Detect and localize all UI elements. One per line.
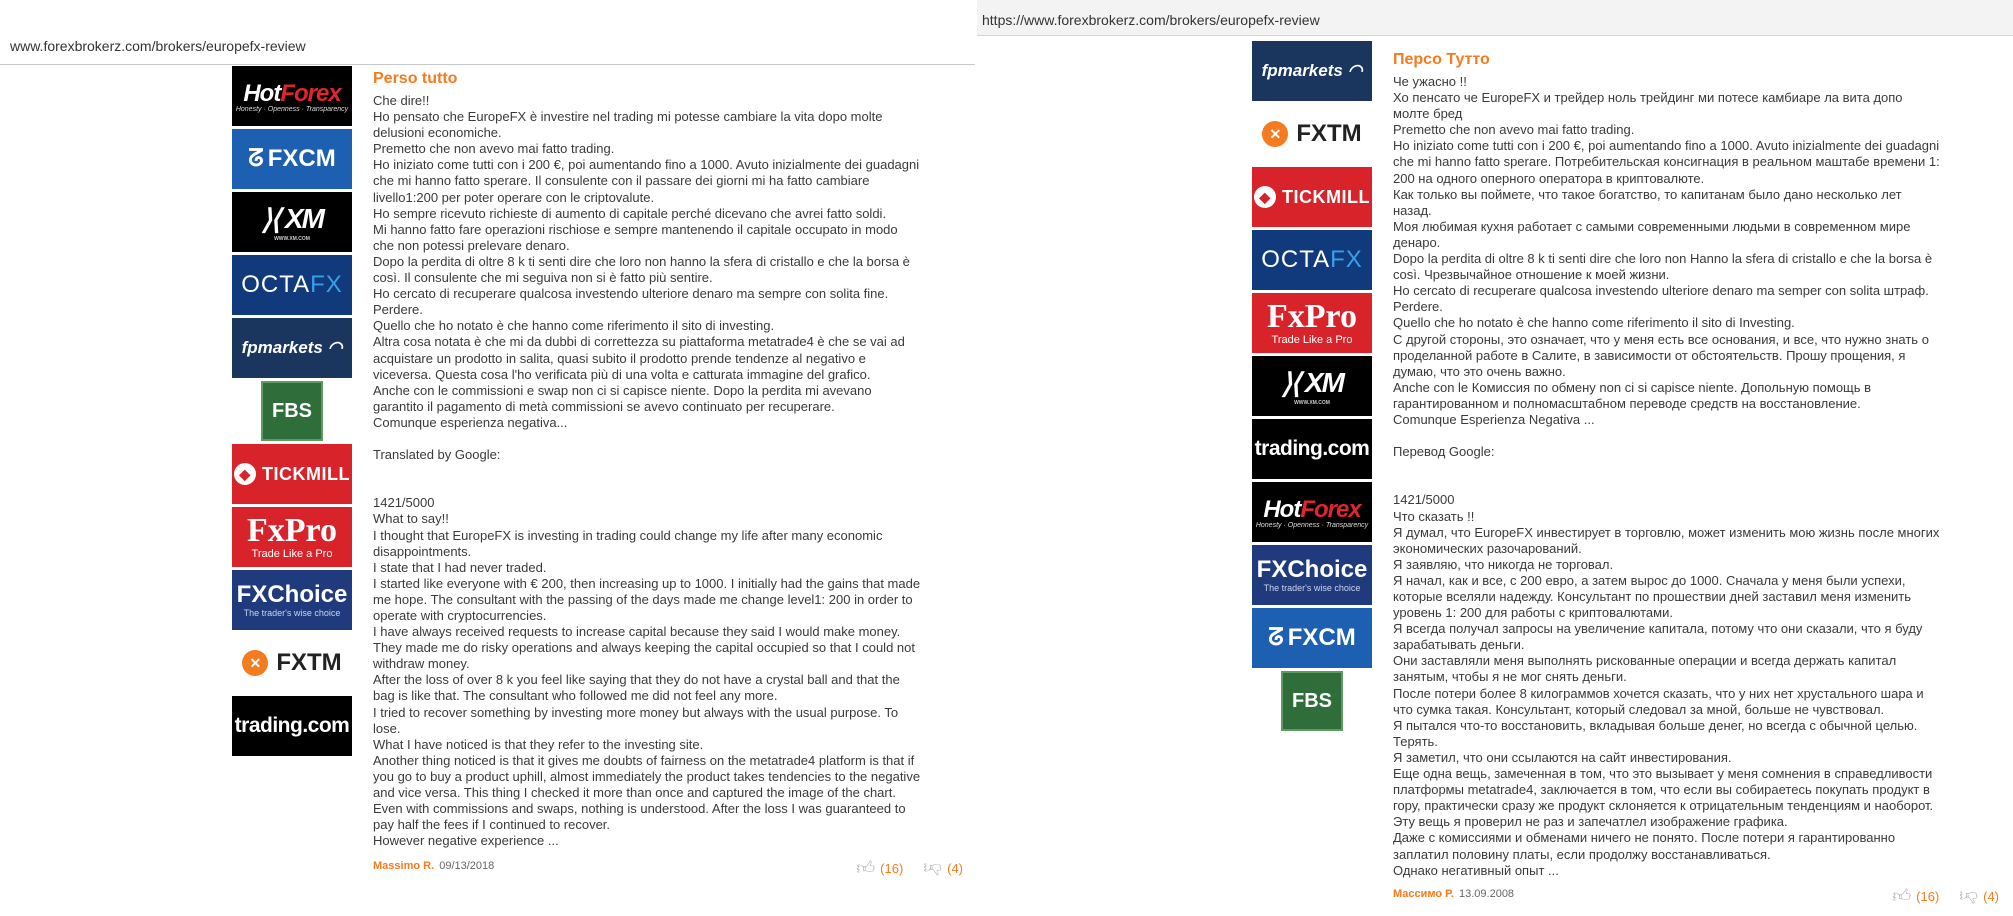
review-date: 13.09.2008 (1459, 888, 1515, 900)
trading-com-logo[interactable]: trading.com (232, 696, 352, 756)
broker-logo-column (1252, 41, 1372, 734)
review-line: Ho pensato che EuropeFX è investire nel trading mi potesse cambiare la vita dopo molte (373, 109, 883, 125)
review-line: livello1:200 per poter operare con le criptovalute. (373, 189, 655, 205)
left-screenshot-panel (0, 0, 975, 916)
review-line: così. Il consulente che mi seguiva non si è fatto più sentire. (373, 270, 713, 286)
review-line: Altra cosa notata è che mi da dubbi di correttezza su piattaforma metatrade4 è che se vai ad (373, 334, 905, 350)
fpmarkets-logo[interactable]: fpmarkets ◠ (1252, 41, 1372, 101)
tickmill-logo[interactable]: ◆ TICKMILL (1252, 167, 1372, 227)
review-line: платформы metatrade4, заключается в том, что если вы собираетесь покупать продукт в (1393, 782, 1930, 798)
review-line: Я всегда получал запросы на увеличение капитала, потому что они сказали, что я буду (1393, 621, 1923, 637)
dislike-count: (4) (947, 860, 963, 876)
blank-line (373, 479, 973, 495)
review-line: Anche con le commissioni e swap non ci si capisce niente. Dopo la perdita mi avevano (373, 382, 872, 398)
review-line: Перевод Google: (1393, 444, 1495, 460)
broker-logo-column (232, 66, 352, 759)
review-date: 09/13/2018 (439, 860, 495, 872)
fpmarkets-logo[interactable]: fpmarkets ◠ (232, 318, 352, 378)
review-line: Я заявляю, что никогда не торговал. (1393, 556, 1614, 572)
xm-bull-icon: ⟩⟨ (1281, 367, 1299, 399)
like-count: (16) (1916, 888, 1940, 904)
fxtm-logo[interactable]: ✕ FXTM (1252, 104, 1372, 164)
review-footer (1393, 886, 2007, 906)
review-line: 1421/5000 (373, 495, 435, 511)
fxtm-mark-icon: ✕ (1262, 121, 1288, 147)
review-line: молте бред (1393, 106, 1463, 122)
review-author[interactable]: Массимо Р. (1393, 888, 1454, 900)
review-line: Comunque esperienza negativa... (373, 414, 568, 430)
review-line: С другой стороны, это означает, что у меня есть все основания, и все, что нужно знать о (1393, 331, 1929, 347)
review-line: They made me do risky operations and always keeping the capital occupied so that I could not (373, 640, 915, 656)
review-line: После потери более 8 килограммов хочется сказать, что у них нет хрустального шара и (1393, 685, 1924, 701)
review-line: Comunque Esperienza Negativa ... (1393, 411, 1595, 427)
review-line: me hope. The consultant with the passing of the days made me change level1: 200 in order to (373, 591, 913, 607)
review-line: viceversa. Questa cosa l'ho verificata più di una volta e catturata immagine del grafico. (373, 366, 871, 382)
address-bar-url[interactable]: https://www.forexbrokerz.com/brokers/europefx-review (977, 0, 2013, 36)
vote-controls (1892, 885, 1999, 907)
review-line: которые вселяли надежду. Консультант по прошествии дней заставил меня изменить (1393, 589, 1912, 604)
review-body (1393, 51, 2007, 879)
review-line: денаро. (1393, 234, 1441, 250)
review-line: withdraw money. (373, 656, 470, 672)
fpmarkets-swoosh-icon: ◠ (327, 338, 343, 357)
review-line: operate with cryptocurrencies. (373, 608, 547, 623)
review-line: Эту вещь я проверил не раз и запечатлел изображение графика. (1393, 814, 1788, 830)
thumbs-up-icon[interactable]: 👍︎ (1892, 886, 1912, 906)
hotforex-logo[interactable]: HotForex Honesty · Openness · Transparency (1252, 482, 1372, 542)
review-line: Я пытался что-то восстановить, вкладывая больше денег, но всегда с обычной целью. (1393, 717, 1918, 733)
fxchoice-logo[interactable]: FXChoice The trader's wise choice (1252, 545, 1372, 605)
review-line: Perdere. (1393, 299, 1443, 315)
review-line: Che dire!! (373, 93, 430, 108)
review-line: così. Чрезвычайное отношение к моей жизни. (1393, 267, 1670, 283)
review-line: Ho iniziato come tutti con i 200 €, poi aumentando fino a 1000. Avuto inizialmente dei guadagni (1393, 138, 1940, 154)
fxcm-logo[interactable]: ᘔ FXCM (1252, 608, 1372, 668)
review-line: Еще одна вещь, замеченная в том, что это вызывает у меня сомнения в справедливости (1393, 766, 1933, 782)
thumbs-down-icon[interactable]: 👍︎ (923, 858, 943, 878)
review-line: Perdere. (373, 302, 423, 318)
review-line: pay half the fees if I continued to recover. (373, 817, 611, 833)
xm-logo[interactable]: ⟩⟨ XM WWW.XM.COM (1252, 356, 1372, 416)
thumbs-down-icon[interactable]: 👍︎ (1959, 886, 1979, 906)
review-line: что сумка такая. Консультант, который следовал за мной, больше не чувствовал. (1393, 701, 1885, 717)
review-line: garantito il pagamento di metà commissioni se avevo continuato per recuperare. (373, 398, 835, 414)
review-line: Anche con le Комиссия по обмену non ci si capisce niente. Допольную помощь в (1393, 379, 1872, 395)
review-line: bag is like that. The consultant who followed me did not feel any more. (373, 688, 778, 704)
review-line: Однако негативный опыт ... (1393, 862, 1559, 878)
review-line: However negative experience ... (373, 833, 559, 849)
review-line: After the loss of over 8 k you feel like saying that they do not have a crystal ball and that the (373, 672, 900, 688)
review-title: Персо Тутто (1393, 51, 1490, 68)
review-footer (373, 858, 971, 878)
fbs-logo[interactable]: FBS (1252, 671, 1372, 731)
vote-controls (856, 857, 963, 879)
review-line: заплатил половину платы, если продолжу восстанавливаться. (1393, 846, 1771, 862)
fxtm-mark-icon: ✕ (242, 650, 268, 676)
review-line: Mi hanno fatto fare operazioni rischiose e sempre mantenendo il capitale occupato in modo (373, 221, 898, 237)
blank-line (373, 431, 973, 447)
review-line: disappointments. (373, 543, 472, 559)
octafx-logo[interactable]: OCTAFX (232, 255, 352, 315)
tickmill-logo[interactable]: ◆ TICKMILL (232, 444, 352, 504)
xm-logo[interactable]: ⟩⟨ XM WWW.XM.COM (232, 192, 352, 252)
blank-line (373, 463, 973, 479)
review-line: Терять. (1393, 733, 1438, 749)
review-line: Quello che ho notato è che hanno come riferimento il sito di investing. (373, 318, 775, 334)
review-title: Perso tutto (373, 70, 458, 87)
trading-com-logo[interactable]: trading.com (1252, 419, 1372, 479)
review-line: Моя любимая кухня работает с самыми современными людьми в современном мире (1393, 218, 1911, 234)
review-line: занятым, чтобы я не мог снять деньги. (1393, 669, 1627, 685)
fxcm-swirl-icon: ᘔ (248, 145, 264, 172)
fxchoice-logo[interactable]: FXChoice The trader's wise choice (232, 570, 352, 630)
review-line: Even with commissions and swaps, nothing is understood. After the loss I was guaranteed to (373, 801, 906, 817)
review-line: What to say!! (373, 511, 449, 527)
review-line: che non potessi prelevare denaro. (373, 237, 570, 253)
review-line: lose. (373, 720, 401, 736)
review-line: думаю, что это очень важно. (1393, 363, 1566, 379)
fxpro-logo[interactable]: FxPro Trade Like a Pro (1252, 293, 1372, 353)
review-line: I tried to recover something by investing more money but always with the usual purpose. To (373, 704, 899, 720)
review-line: Что сказать !! (1393, 508, 1475, 524)
fxpro-logo[interactable]: FxPro Trade Like a Pro (232, 507, 352, 567)
blank-line (1393, 460, 2007, 476)
review-line: 1421/5000 (1393, 492, 1455, 508)
review-line: Ho cercato di recuperare qualcosa investendo ulteriore denaro ma sempre con solita fine. (373, 286, 889, 302)
review-line: Premetto che non avevo mai fatto trading. (373, 141, 615, 157)
address-bar-url[interactable]: www.forexbrokerz.com/brokers/europefx-review (10, 38, 306, 54)
review-author[interactable]: Massimo R. (373, 860, 435, 872)
review-line: che mi hanno fatto sperare. Il consulente con il passare dei giorni mi ha fatto cambiare (373, 173, 870, 189)
review-line: I started like everyone with € 200, then increasing up to 1000. I initially had the gains that made (373, 575, 921, 591)
dislike-count: (4) (1983, 888, 1999, 904)
blank-line (1393, 476, 2007, 492)
review-line: Че ужасно !! (1393, 74, 1467, 89)
review-line: Another thing noticed is that it gives me doubts of fairness on the metatrade4 platform is that if (373, 752, 915, 768)
review-line: Я думал, что EuropeFX инвестирует в торговлю, может изменить мою жизнь после многих (1393, 524, 1940, 540)
tickmill-mark-icon: ◆ (234, 463, 256, 485)
fxcm-logo[interactable]: ᘔ FXCM (232, 129, 352, 189)
fxtm-logo[interactable]: ✕ FXTM (232, 633, 352, 693)
review-line: Ho cercato di recuperare qualcosa investendo ulteriore denaro ma semper con solita штраф. (1393, 283, 1929, 299)
review-line: Dopo la perdita di oltre 8 k ti senti dire che loro non Hanno la sfera di cristallo e che la borsa è (1393, 251, 1933, 267)
review-line: Dopo la perdita di oltre 8 k ti senti dire che loro non hanno la sfera di cristallo e che la borsa è (373, 253, 910, 269)
xm-bull-icon: ⟩⟨ (261, 203, 279, 235)
review-line: and vice versa. This thing I checked it more than once and captured the image of the chart. (373, 785, 896, 801)
hotforex-logo[interactable]: HotForex Honesty · Openness · Transparency (232, 66, 352, 126)
review-line: Как только вы поймете, что такое богатство, то капитанам было дано несколько лет (1393, 186, 1902, 202)
like-count: (16) (880, 860, 904, 876)
fxcm-swirl-icon: ᘔ (1268, 624, 1284, 651)
review-line: che mi hanno fatto sperare. Потребительская консигнация в реальном маштабе времени 1: (1393, 154, 1940, 170)
review-line: acquistare un prodotto in salita, quasi subito il prodotto prende tendenze al negativo e (373, 350, 866, 366)
review-line: проделанной работе в Салите, в зависимости от обстоятельств. Прошу прощения, я (1393, 347, 1906, 363)
review-line: Они заставляли меня выполнять рискованные операции и всегда держать капитал (1393, 653, 1897, 669)
review-line: зарабатывать деньги. (1393, 637, 1525, 653)
review-text (373, 93, 973, 849)
review-line: I have always received requests to increase capital because they said I would make money. (373, 624, 901, 640)
review-line: уровень 1: 200 для работы с криптовалютами. (1393, 605, 1673, 621)
review-line: Ho iniziato come tutti con i 200 €, poi aumentando fino a 1000. Avuto inizialmente dei guadagni (373, 157, 920, 173)
thumbs-up-icon[interactable]: 👍︎ (856, 858, 876, 878)
review-line: гарантированном и полномасштабном переводе средств на восстановление. (1393, 395, 1861, 411)
review-line: 200 на одного оперного оператора в криптовалюте. (1393, 170, 1705, 186)
review-text (1393, 74, 2007, 879)
right-screenshot-panel (977, 0, 2013, 916)
review-body (373, 70, 973, 849)
review-line: Quello che ho notato è che hanno come riferimento il sito di Investing. (1393, 315, 1795, 331)
review-line: delusioni economiche. (373, 125, 502, 141)
address-bar-divider (0, 64, 975, 65)
blank-line (1393, 428, 2007, 444)
review-line: назад. (1393, 202, 1432, 218)
review-line: Даже с комиссиями и обменами ничего не понято. После потери я гарантированно (1393, 830, 1896, 846)
review-line: Ho sempre ricevuto richieste di aumento di capitale perché dicevano che avrei fatto soldi. (373, 205, 887, 221)
review-line: I thought that EuropeFX is investing in trading could change my life after many economic (373, 527, 883, 543)
review-line: you go to buy a product uphill, almost immediately the product takes tendencies to the negative (373, 768, 921, 784)
review-line: I state that I had never traded. (373, 559, 547, 575)
review-line: Хо пенсато че EuropeFX и трейдер ноль трейдинг ми потесе камбиаре ла вита допо (1393, 90, 1903, 106)
fpmarkets-swoosh-icon: ◠ (1347, 61, 1363, 80)
fbs-logo[interactable]: FBS (232, 381, 352, 441)
review-line: гору, практически сразу же продукт склоняется к отрицательным тенденциям и наоборот. (1393, 798, 1934, 814)
octafx-logo[interactable]: OCTAFX (1252, 230, 1372, 290)
review-line: What I have noticed is that they refer to the investing site. (373, 736, 704, 752)
review-line: Premetto che non avevo mai fatto trading. (1393, 122, 1635, 138)
review-line: экономических разочарований. (1393, 540, 1582, 556)
tickmill-mark-icon: ◆ (1254, 186, 1276, 208)
review-line: Я заметил, что они ссылаются на сайт инвестирования. (1393, 749, 1732, 765)
review-line: Translated by Google: (373, 447, 501, 463)
review-line: Я начал, как и все, с 200 евро, а затем вырос до 1000. Сначала у меня были успехи, (1393, 572, 1906, 588)
